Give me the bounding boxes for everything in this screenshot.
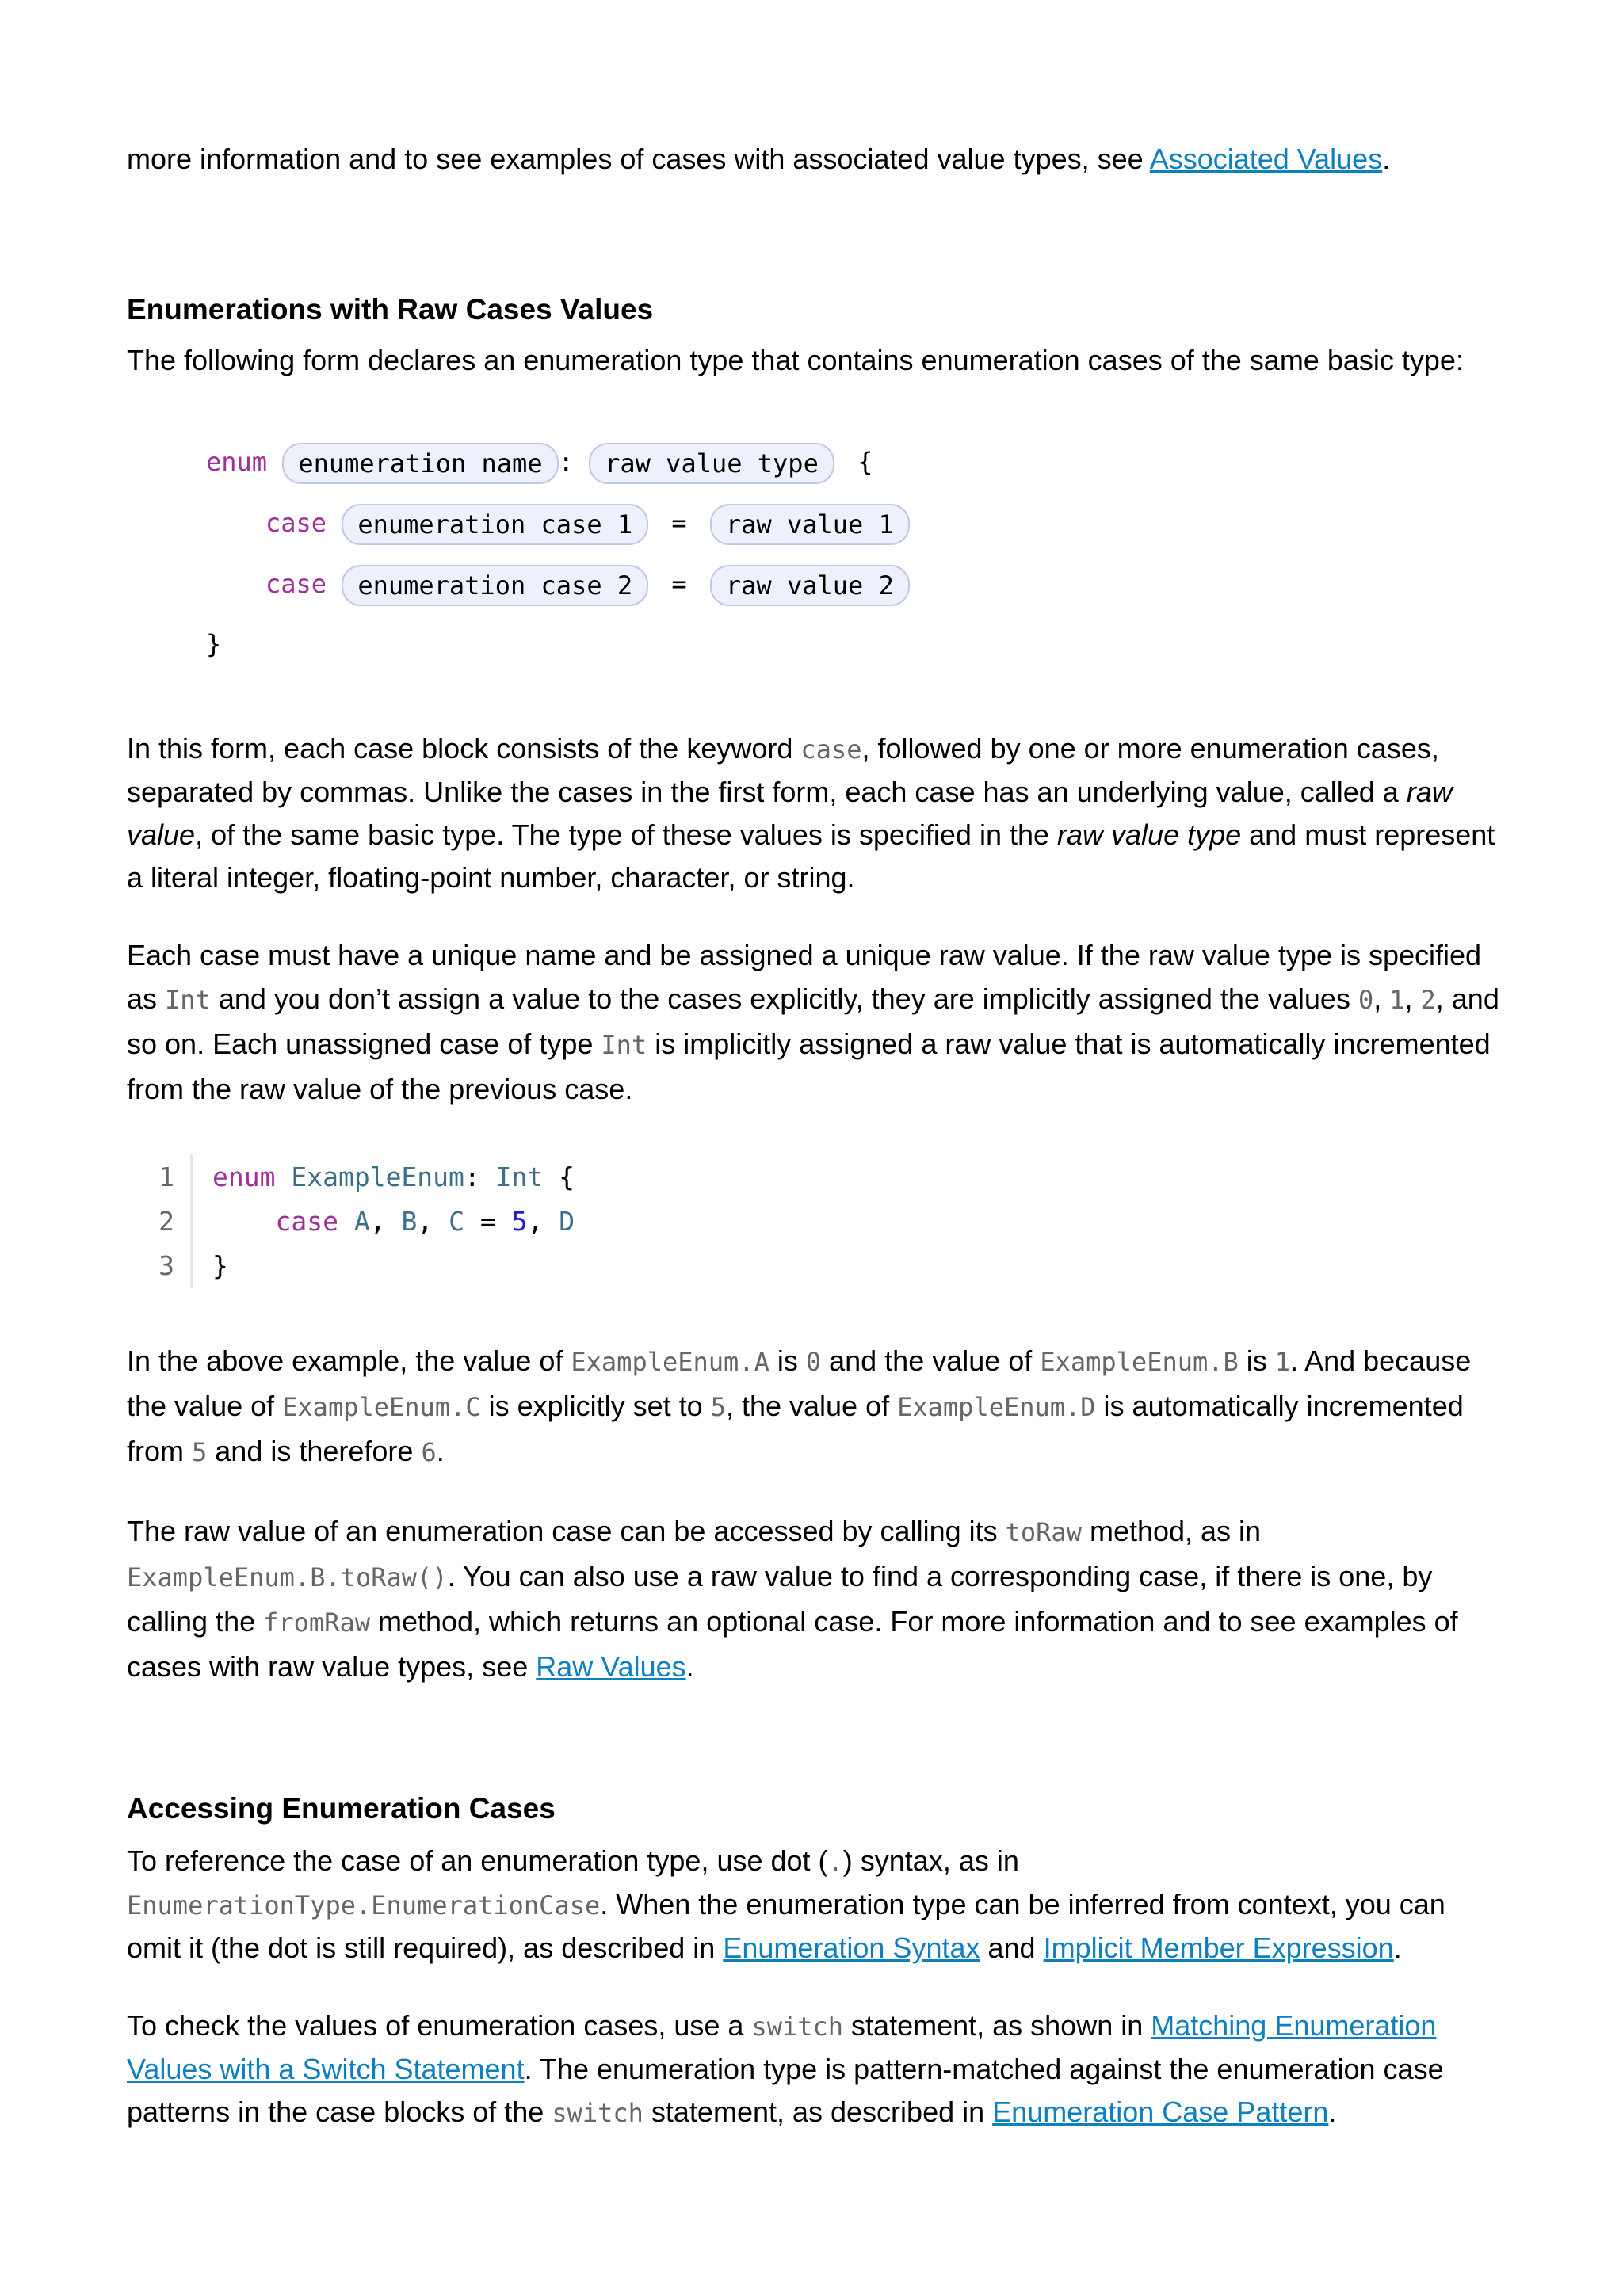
intro-text: more information and to see examples of cases with associated value types, see bbox=[127, 143, 1150, 175]
intro-paragraph bbox=[127, 138, 1506, 181]
text: . bbox=[685, 1650, 694, 1683]
type-name: ExampleEnum bbox=[291, 1161, 464, 1192]
enumeration-case-2-placeholder: enumeration case 2 bbox=[342, 565, 648, 606]
raw-value-1-placeholder: raw value 1 bbox=[710, 504, 910, 545]
inline-code: 5 bbox=[192, 1437, 208, 1467]
text: To check the values of enumeration cases, use a bbox=[127, 2009, 752, 2042]
line-number: 2 bbox=[158, 1206, 174, 1237]
inline-code: . bbox=[827, 1847, 843, 1877]
inline-code: switch bbox=[751, 2012, 844, 2042]
line-number: 3 bbox=[158, 1250, 174, 1281]
text: method, which returns an optional case. For more information and to see examples of cases with raw value types, see bbox=[127, 1605, 1458, 1683]
inline-code: fromRaw bbox=[263, 1608, 370, 1638]
punctuation: , bbox=[527, 1206, 559, 1237]
raw-value-2-placeholder: raw value 2 bbox=[710, 565, 910, 606]
text: statement, as described in bbox=[643, 2096, 993, 2128]
inline-code: EnumerationType.EnumerationCase bbox=[127, 1890, 601, 1920]
inline-code: switch bbox=[552, 2098, 643, 2128]
text: and must represent a literal integer, floating-point number, character, or string. bbox=[127, 818, 1495, 894]
text: . bbox=[436, 1435, 445, 1467]
text: , the value of bbox=[725, 1390, 898, 1422]
keyword: case bbox=[275, 1206, 338, 1237]
case-keyword: case bbox=[265, 508, 327, 538]
grammar-line-enum bbox=[206, 440, 880, 484]
inline-code: Int bbox=[601, 1030, 647, 1060]
emphasis: raw value type bbox=[1057, 818, 1242, 851]
associated-values-link[interactable]: Associated Values bbox=[1149, 143, 1383, 175]
inline-code: case bbox=[800, 734, 862, 765]
inline-code: 6 bbox=[421, 1437, 437, 1467]
text: In the above example, the value of bbox=[127, 1344, 571, 1377]
enumeration-syntax-link[interactable]: Enumeration Syntax bbox=[723, 1932, 980, 1964]
colon: : bbox=[558, 447, 574, 477]
inline-code: 0 bbox=[805, 1347, 822, 1377]
code-line-1 bbox=[212, 1161, 575, 1192]
listing-gutter-divider bbox=[190, 1154, 193, 1288]
inline-code: 1 bbox=[1274, 1347, 1291, 1377]
paragraph-case-blocks bbox=[127, 727, 1506, 899]
section1-lead: The following form declares an enumeration type that contains enumeration cases of the same basic type: bbox=[127, 344, 1464, 376]
inline-code: ExampleEnum.B.toRaw() bbox=[127, 1562, 448, 1592]
text: . And because the value of bbox=[127, 1344, 1472, 1422]
text: is implicitly assigned a raw value that is automatically incremented from the raw value of the previous case. bbox=[127, 1028, 1491, 1105]
text: In this form, each case block consists of the keyword bbox=[127, 732, 801, 765]
enumeration-case-1-placeholder: enumeration case 1 bbox=[342, 504, 648, 545]
case-keyword: case bbox=[265, 569, 327, 599]
punctuation: , bbox=[369, 1206, 402, 1237]
identifier: C bbox=[449, 1206, 464, 1237]
paragraph-example-values bbox=[127, 1339, 1506, 1474]
text: . When the enumeration type can be inferred from context, you can omit it (the dot is still required), as described in bbox=[127, 1888, 1445, 1964]
inline-code: 5 bbox=[710, 1392, 726, 1422]
text: . bbox=[1328, 2096, 1337, 2128]
identifier: B bbox=[401, 1206, 418, 1237]
inline-code: 2 bbox=[1420, 985, 1436, 1015]
intro-end: . bbox=[1382, 143, 1391, 175]
text: . bbox=[1393, 1932, 1402, 1964]
grammar-line-case2 bbox=[265, 562, 910, 606]
text: , of the same basic type. The type of these values is specified in the bbox=[195, 818, 1058, 851]
paragraph-switch bbox=[127, 2004, 1506, 2134]
code-line-3: } bbox=[212, 1250, 228, 1281]
inline-code: ExampleEnum.B bbox=[1040, 1347, 1239, 1377]
equals-sign: = bbox=[671, 508, 687, 538]
text: The raw value of an enumeration case can be accessed by calling its bbox=[127, 1515, 1006, 1547]
inline-code: ExampleEnum.D bbox=[897, 1392, 1096, 1422]
enumeration-case-pattern-link[interactable]: Enumeration Case Pattern bbox=[992, 2096, 1329, 2128]
text: , bbox=[1373, 982, 1390, 1015]
enum-keyword: enum bbox=[206, 447, 268, 477]
inline-code: ExampleEnum.A bbox=[571, 1347, 769, 1377]
punctuation: = bbox=[464, 1206, 512, 1237]
section-heading-accessing-cases: Accessing Enumeration Cases bbox=[127, 1792, 556, 1825]
punctuation: { bbox=[543, 1161, 575, 1192]
keyword: enum bbox=[212, 1161, 276, 1192]
text: and the value of bbox=[821, 1344, 1041, 1377]
text: Each case must have a unique name and be assigned a unique raw value. If the raw value type is specified as bbox=[127, 939, 1482, 1015]
number-literal: 5 bbox=[511, 1206, 528, 1237]
emphasis: raw value bbox=[127, 776, 1453, 851]
inline-code: Int bbox=[165, 985, 211, 1015]
paragraph-unique-values bbox=[127, 933, 1506, 1111]
punctuation: , bbox=[417, 1206, 449, 1237]
type-name: Int bbox=[495, 1161, 544, 1192]
paragraph-raw-access bbox=[127, 1509, 1506, 1688]
text: is bbox=[769, 1344, 806, 1377]
close-brace: } bbox=[206, 629, 222, 659]
grammar-line-close bbox=[206, 622, 221, 666]
identifier: A bbox=[353, 1206, 370, 1237]
grammar-line-case1 bbox=[265, 501, 910, 545]
section-heading-raw-values: Enumerations with Raw Cases Values bbox=[127, 293, 654, 326]
text: and bbox=[980, 1932, 1044, 1964]
raw-value-type-placeholder: raw value type bbox=[589, 443, 834, 484]
inline-code: ExampleEnum.C bbox=[282, 1392, 481, 1422]
inline-code: toRaw bbox=[1005, 1517, 1082, 1547]
line-number: 1 bbox=[158, 1161, 174, 1192]
enumeration-name-placeholder: enumeration name bbox=[282, 443, 558, 484]
inline-code: 0 bbox=[1358, 985, 1374, 1015]
punctuation: : bbox=[464, 1161, 496, 1192]
text: method, as in bbox=[1081, 1515, 1262, 1547]
text: and is therefore bbox=[207, 1435, 422, 1467]
text: is bbox=[1238, 1344, 1275, 1377]
identifier: D bbox=[559, 1206, 575, 1237]
equals-sign: = bbox=[671, 569, 687, 599]
paragraph-dot-syntax bbox=[127, 1840, 1506, 1970]
text: . The enumeration type is pattern-matched against the enumeration case patterns in the case blocks of the bbox=[127, 2053, 1444, 2128]
text: is automatically incremented from bbox=[127, 1390, 1464, 1467]
text: , bbox=[1404, 982, 1421, 1015]
text: and you don’t assign a value to the cases explicitly, they are implicitly assigned the values bbox=[210, 982, 1358, 1015]
text: To reference the case of an enumeration type, use dot ( bbox=[127, 1844, 828, 1877]
code-line-2 bbox=[212, 1206, 575, 1237]
text: ) syntax, as in bbox=[842, 1844, 1019, 1877]
text: . You can also use a raw value to find a corresponding case, if there is one, by calling the bbox=[127, 1560, 1433, 1638]
text: , followed by one or more enumeration cases, separated by commas. Unlike the cases in the first form, each case has an underlying value, called a bbox=[127, 732, 1439, 808]
inline-code: 1 bbox=[1389, 985, 1405, 1015]
text: statement, as shown in bbox=[843, 2009, 1151, 2042]
implicit-member-expression-link[interactable]: Implicit Member Expression bbox=[1043, 1932, 1394, 1964]
text: is explicitly set to bbox=[480, 1390, 711, 1422]
matching-enumeration-values-link[interactable]: Matching Enumeration Values with a Switch Statement bbox=[127, 2009, 1437, 2085]
open-brace: { bbox=[857, 447, 873, 477]
text: , and so on. Each unassigned case of type bbox=[127, 982, 1499, 1060]
raw-values-link[interactable]: Raw Values bbox=[536, 1650, 686, 1683]
